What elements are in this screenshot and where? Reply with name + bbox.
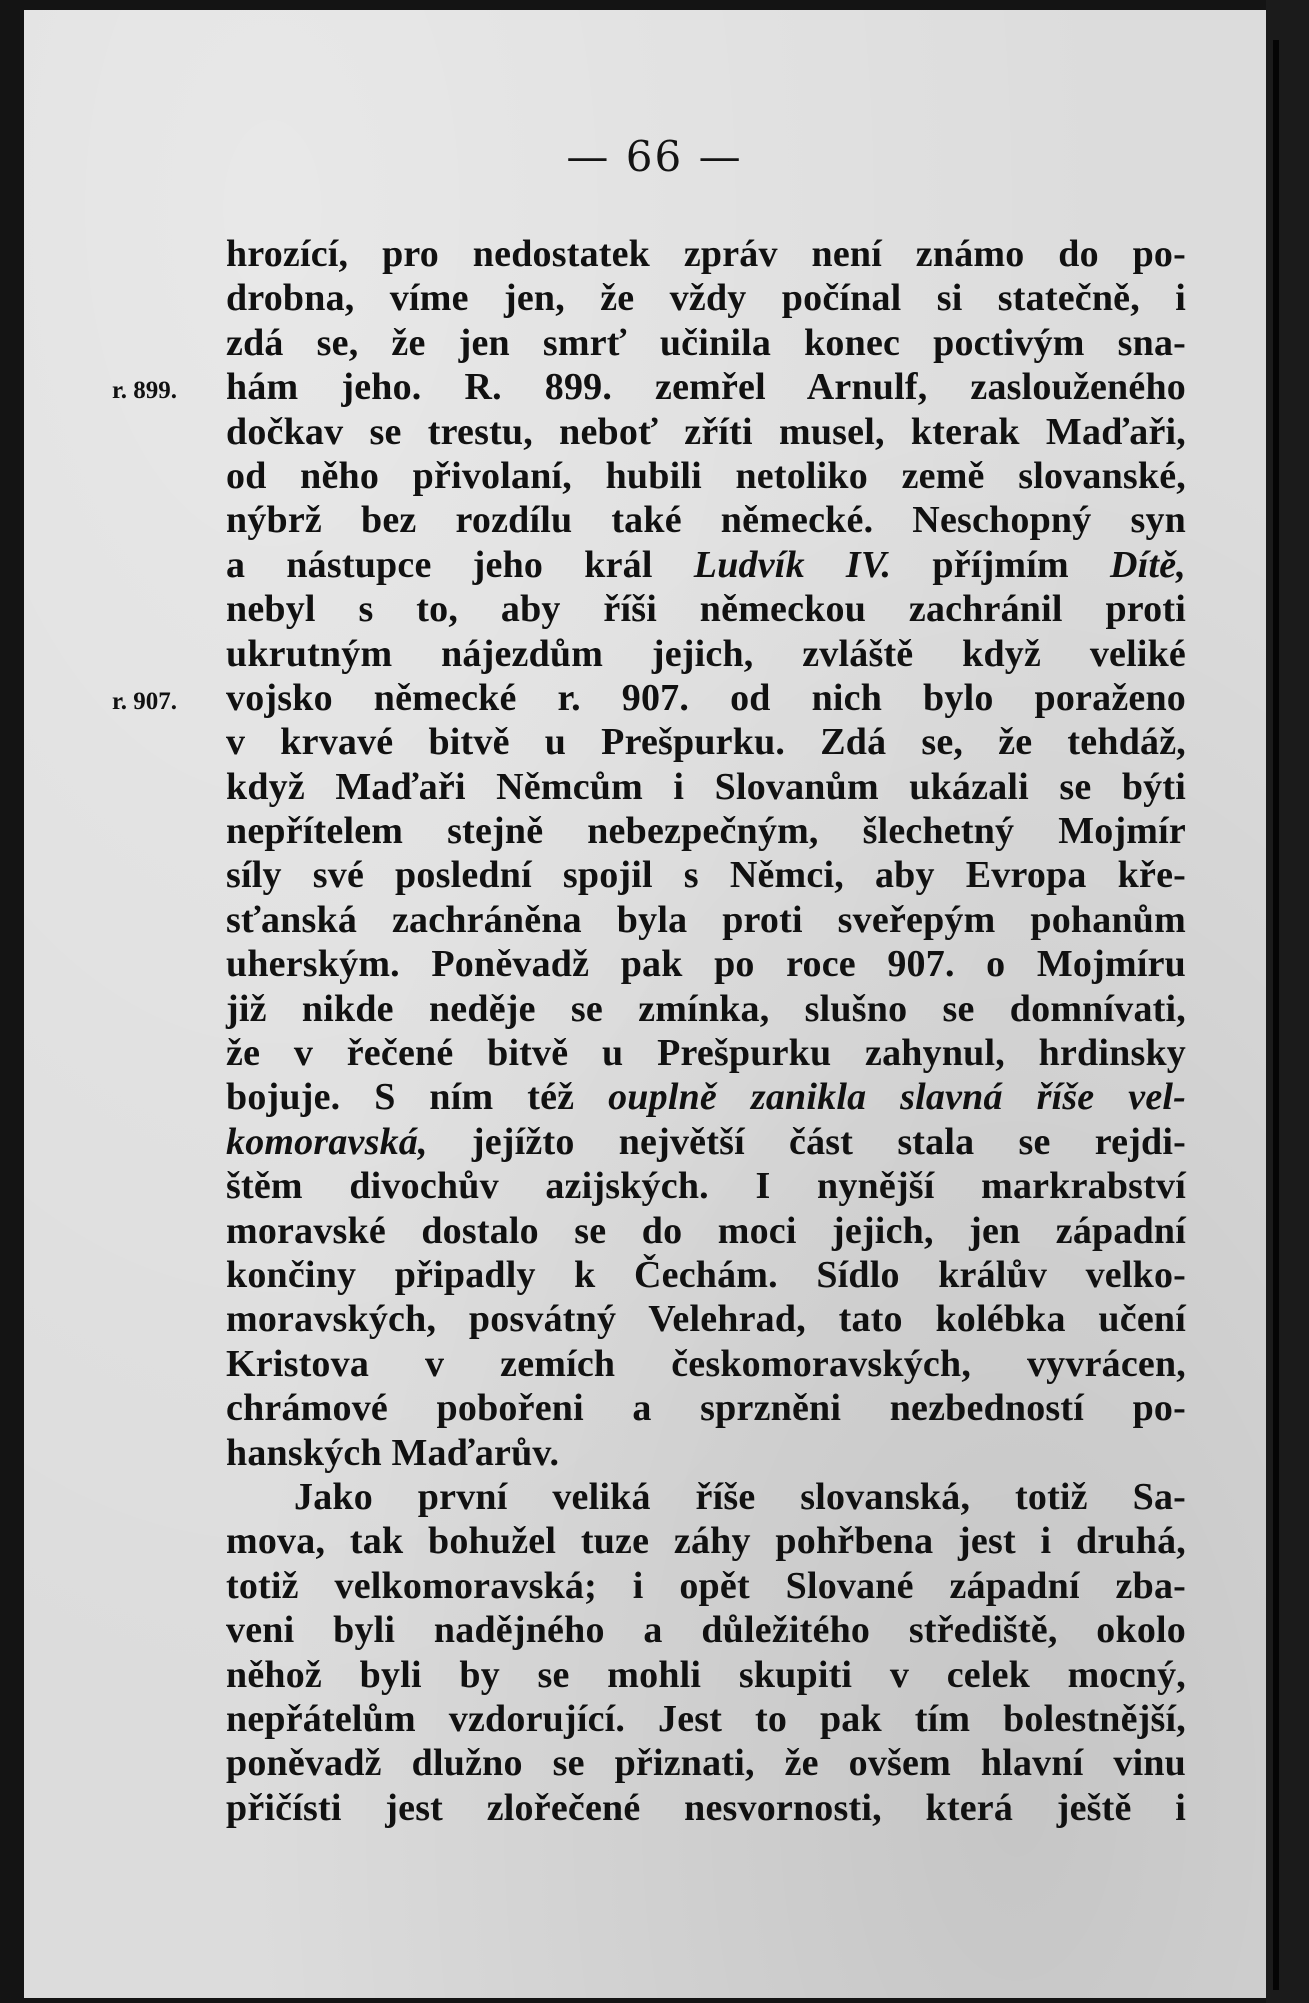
italic-epithet: Dítě, <box>1110 543 1186 586</box>
text-line: nepřítelem stejně nebezpečným, šlechetný Mojmír <box>226 810 1186 853</box>
text-line: chrámové pobořeni a sprzněni nezbedností po- <box>226 1387 1186 1430</box>
text-line: dočkav se trestu, neboť zříti musel, kterak Maďaři, <box>226 410 1186 453</box>
text-line: drobna, víme jen, že vždy počínal si statečně, i <box>226 277 1186 320</box>
text-line: něhož byli by se mohli skupiti v celek mocný, <box>226 1653 1186 1696</box>
margin-note-year-907: r. 907. <box>112 688 178 715</box>
text-line: bojuje. S ním též ouplně zanikla slavná říše vel- <box>226 1076 1186 1119</box>
text-line: sťanská zachráněna byla proti sveřepým pohanům <box>226 898 1186 941</box>
italic-name: Ludvík IV. <box>693 543 892 586</box>
text-line: moravských, posvátný Velehrad, tato kolébka učení <box>226 1298 1186 1341</box>
text-line: uherským. Poněvadž pak po roce 907. o Mojmíru <box>226 943 1186 986</box>
text-line: přičísti jest zlořečené nesvornosti, která ještě i <box>226 1786 1186 1829</box>
text-line: Kristova v zemích českomoravských, vyvrácen, <box>226 1342 1186 1385</box>
text-line: poněvadž dlužno se přiznati, že ovšem hlavní vinu <box>226 1742 1186 1785</box>
text-line: komoravská, jejížto největší část stala se rejdi- <box>226 1120 1186 1163</box>
text-line: nepřátelům vzdorující. Jest to pak tím bolestnější, <box>226 1697 1186 1740</box>
text-line: vojsko německé r. 907. od nich bylo poraženo <box>226 676 1186 719</box>
text-line: když Maďaři Němcům i Slovanům ukázali se býti <box>226 765 1186 808</box>
text-line: v krvavé bitvě u Prešpurku. Zdá se, že tehdáž, <box>226 721 1186 764</box>
spine-edge <box>1273 40 1279 1990</box>
text-line: totiž velkomoravská; i opět Slované západní zba- <box>226 1564 1186 1607</box>
text-line: a nástupce jeho král Ludvík IV. příjmím Dítě, <box>226 543 1186 586</box>
text-line: hám jeho. R. 899. zemřel Arnulf, zaslouženého <box>226 366 1186 409</box>
margin-note-year-899: r. 899. <box>112 377 178 404</box>
text-line: od něho přivolaní, hubili netoliko země slovanské, <box>226 454 1186 497</box>
text-line: štěm divochův azijských. I nynější markrabství <box>226 1165 1186 1208</box>
text-line: mova, tak bohužel tuze záhy pohřbena jest i druhá, <box>226 1520 1186 1563</box>
text-line: končiny připadly k Čechám. Sídlo králův velko- <box>226 1253 1186 1296</box>
text-line: hrozící, pro nedostatek zpráv není známo do po- <box>226 233 1186 275</box>
text-line: již nikde neděje se zmínka, slušno se domnívati, <box>226 987 1186 1030</box>
text-line: nebyl s to, aby říši německou zachránil proti <box>226 588 1186 631</box>
italic-emphasis: komoravská, <box>226 1120 428 1163</box>
body-text <box>226 232 1186 1830</box>
text-line: zdá se, že jen smrť učinila konec poctivým sna- <box>226 321 1186 364</box>
text-line: hanských Maďarův. <box>226 1431 560 1474</box>
page-number: — 66 — <box>566 132 743 181</box>
text-line: že v řečené bitvě u Prešpurku zahynul, hrdinsky <box>226 1032 1186 1075</box>
text-line: Jako první veliká říše slovanská, totiž Sa- <box>294 1475 1186 1518</box>
text-line: veni byli nadějného a důležitého střediště, okolo <box>226 1609 1186 1652</box>
text-line: nýbrž bez rozdílu také německé. Neschopný syn <box>226 499 1186 542</box>
italic-emphasis: ouplně zanikla slavná říše vel- <box>608 1076 1186 1119</box>
text-line: ukrutným nájezdům jejich, zvláště když veliké <box>226 632 1186 675</box>
text-line: síly své poslední spojil s Němci, aby Evropa kře- <box>226 854 1186 897</box>
text-line: moravské dostalo se do moci jejich, jen západní <box>226 1209 1186 1252</box>
